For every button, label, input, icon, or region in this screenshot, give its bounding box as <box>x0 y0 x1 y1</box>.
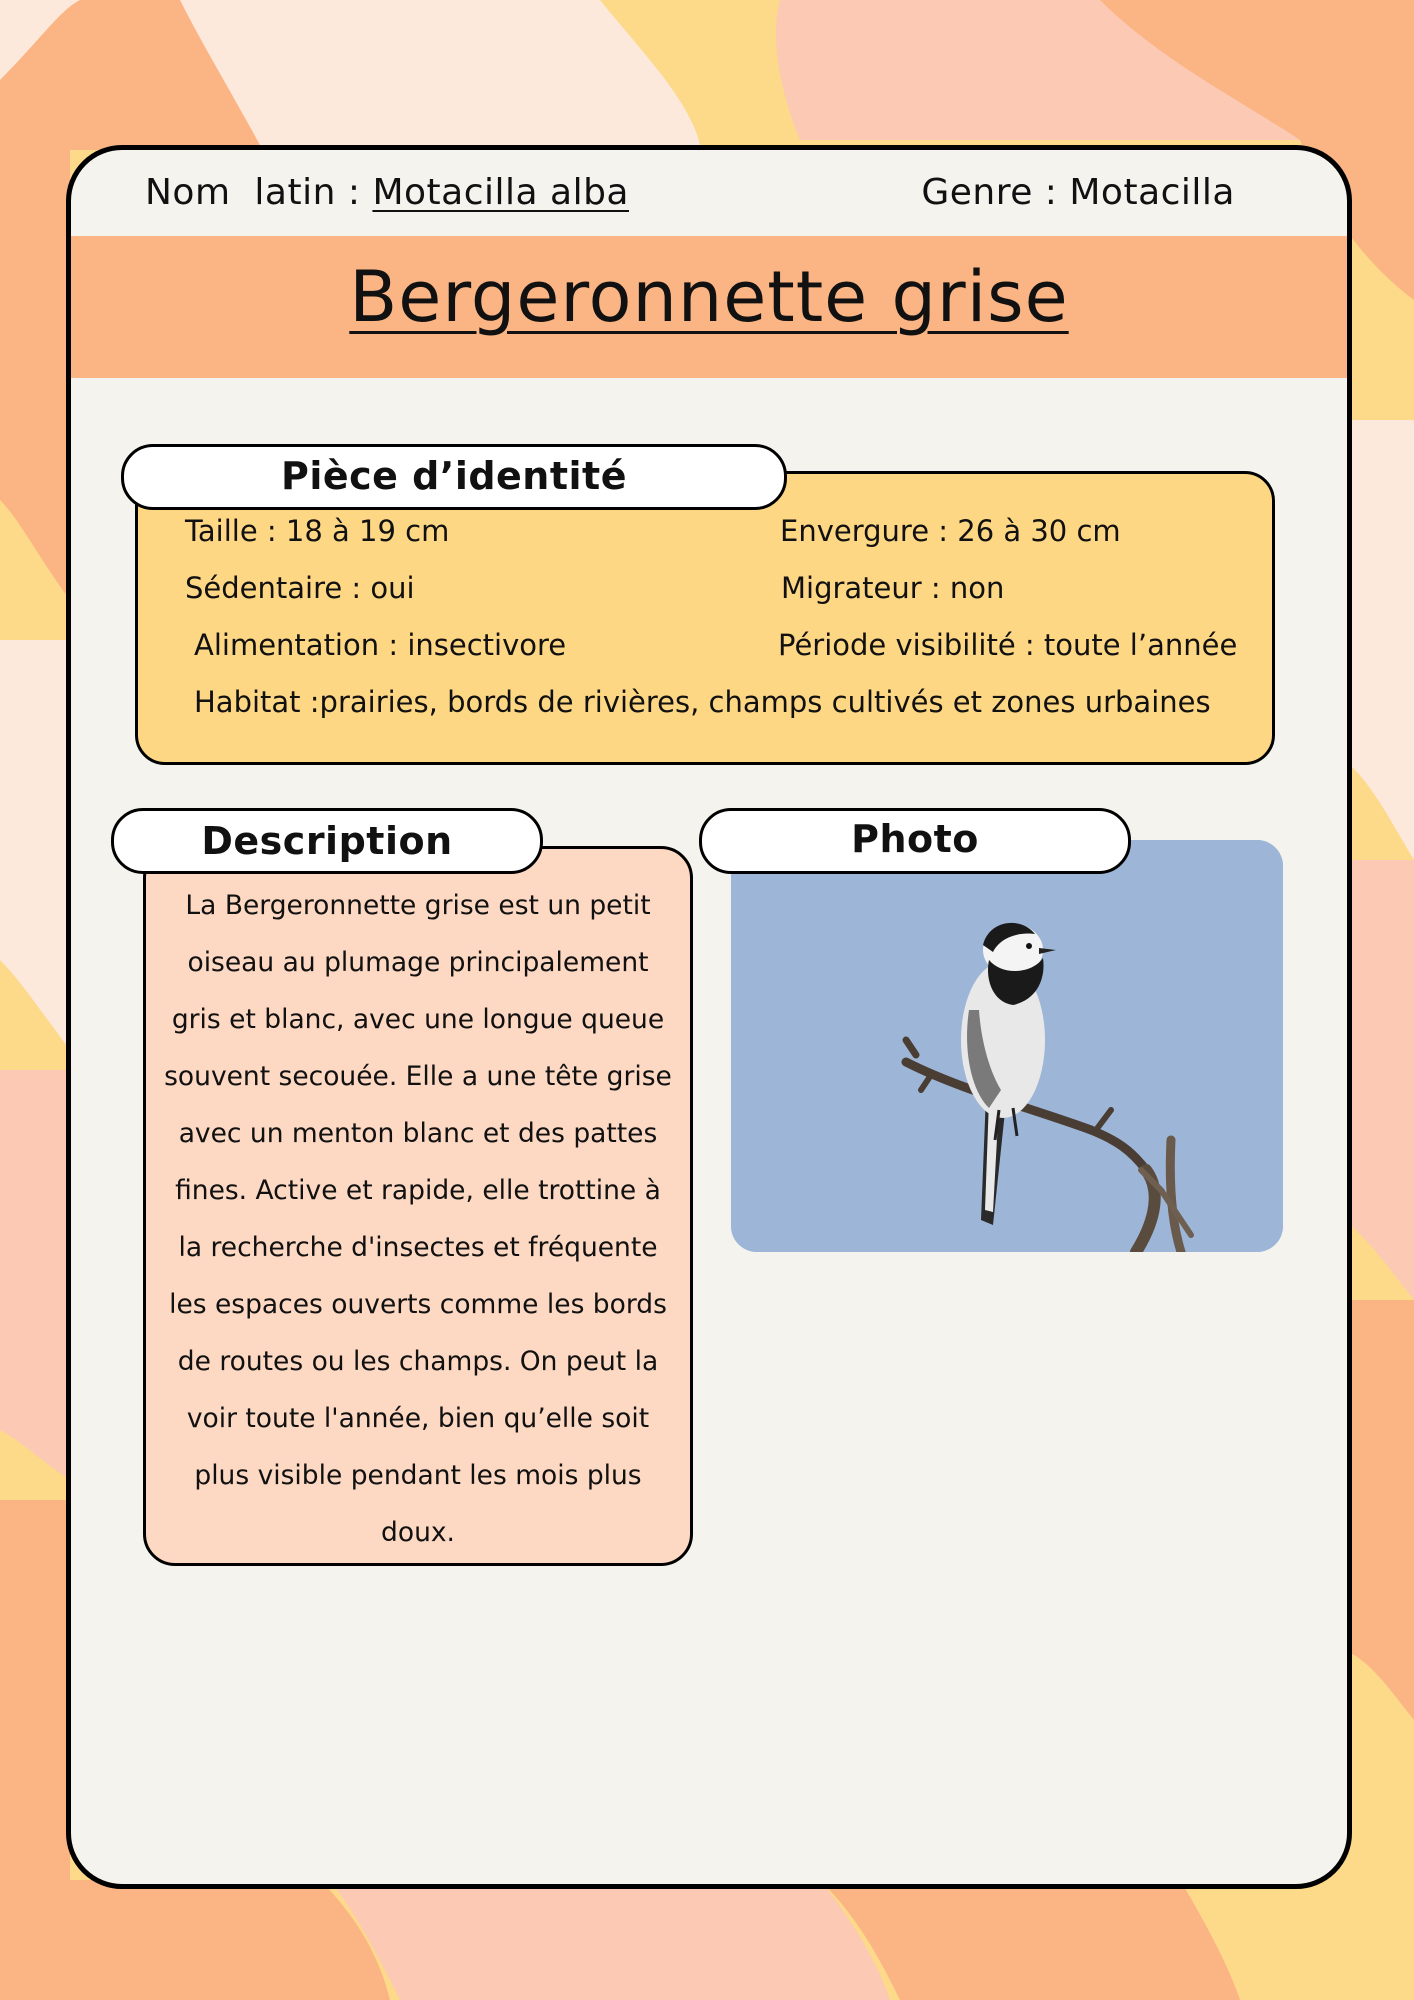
page-title: Bergeronnette grise <box>349 256 1069 338</box>
latin-name-label: Nom latin : <box>145 172 361 213</box>
description-text: La Bergeronnette grise est un petit oiseau au plumage principalement gris et blanc, avec une longue queue souvent secouée. Elle a une tête grise avec un menton blanc et des pattes fines. Active et rapide, elle trottine à la recherche d'insectes et fréquente les espaces ouverts comme les bords de routes ou les champs. On peut la voir toute l'année, bien qu’elle soit plus visible pendant les mois plus doux. <box>164 890 672 1548</box>
identity-heading: Pièce d’identité <box>121 444 787 510</box>
field-periode: Période visibilité : toute l’année <box>778 628 1238 662</box>
field-habitat: Habitat :prairies, bords de rivières, champs cultivés et zones urbaines <box>194 685 1211 719</box>
genus <box>921 172 1235 213</box>
genus-value: Motacilla <box>1069 172 1235 213</box>
field-migrateur: Migrateur : non <box>781 571 1005 605</box>
description-heading: Description <box>111 808 543 874</box>
latin-name <box>145 172 629 213</box>
bird-illustration <box>731 840 1283 1252</box>
species-card <box>66 145 1352 1889</box>
field-alimentation: Alimentation : insectivore <box>194 628 567 662</box>
header-line <box>71 172 1347 218</box>
photo-heading: Photo <box>699 808 1131 874</box>
field-taille: Taille : 18 à 19 cm <box>185 514 450 548</box>
latin-name-value: Motacilla alba <box>372 172 629 213</box>
field-sedentaire: Sédentaire : oui <box>185 571 415 605</box>
description-box <box>143 846 693 1566</box>
genus-label: Genre : <box>921 172 1058 213</box>
field-envergure: Envergure : 26 à 30 cm <box>780 514 1121 548</box>
title-band <box>71 236 1347 378</box>
identity-box <box>135 471 1275 765</box>
wagtail-bird-photo <box>731 840 1283 1252</box>
